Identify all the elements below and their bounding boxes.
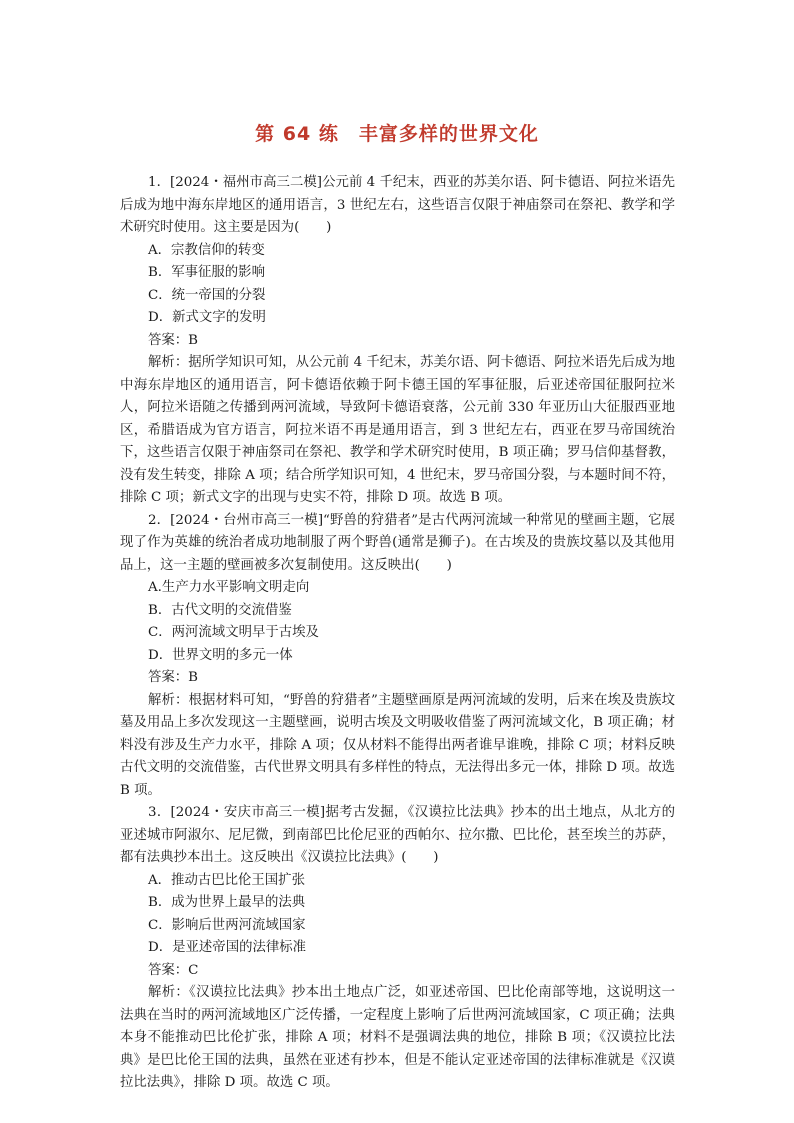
option-d: D．世界文明的多元一体 bbox=[148, 647, 293, 663]
question-stem: 3．[2024・安庆市高三一模]据考古发掘，《汉谟拉比法典》抄本的出土地点，从北方的亚述城市阿淑尔、尼尼微，到南部巴比伦尼亚的西帕尔、拉尔撒、巴比伦，甚至埃兰的苏萨，都有法典抄本出土。这反映出《汉谟拉比法典》( ) bbox=[120, 805, 675, 865]
analysis-text: 解析：《汉谟拉比法典》抄本出土地点广泛，如亚述帝国、巴比伦南部等地，这说明这一法典在当时的两河流域地区广泛传播，一定程度上影响了后世两河流域国家，C 项正确；法典本身不能推动巴比伦扩张，排除 A 项；材料不是强调法典的地位，排除 B 项；《汉谟拉比法典》是巴比伦王国的法典，虽然在亚述有抄本，但是不能认定亚述帝国的法律标准就是《汉谟拉比法典》，排除 D 项。故选 C 项。 bbox=[120, 985, 675, 1090]
analysis-text: 解析：根据材料可知，“野兽的狩猎者”主题壁画原是两河流域的发明，后来在埃及贵族坟墓及用品上多次发现这一主题壁画，说明古埃及文明吸收借鉴了两河流域文化，B 项正确；材料没有涉及生产力水平，排除 A 项；仅从材料不能得出两者谁早谁晚，排除 C 项；材料反映古代文明的交流借鉴，古代世界文明具有多样性的特点，无法得出多元一体，排除 D 项。故选 B 项。 bbox=[120, 692, 675, 798]
option-b: B．成为世界上最早的法典 bbox=[148, 895, 306, 910]
option-d: D．新式文字的发明 bbox=[148, 310, 266, 325]
option-b: B．军事征服的影响 bbox=[148, 265, 265, 280]
question-list bbox=[120, 172, 675, 1095]
option-c: C．影响后世两河流域国家 bbox=[148, 917, 306, 933]
question-stem: 1．[2024・福州市高三二模]公元前 4 千纪末，西亚的苏美尔语、阿卡德语、阿拉米语先后成为地中海东岸地区的通用语言，3 世纪左右，这些语言仅限于神庙祭司在祭祀、教学和学术研究时使用。这主要是因为( ) bbox=[120, 175, 675, 235]
analysis-text: 解析：据所学知识可知，从公元前 4 千纪末，苏美尔语、阿卡德语、阿拉米语先后成为地中海东岸地区的通用语言，阿卡德语依赖于阿卡德王国的军事征服，后亚述帝国征服阿拉米人，阿拉米语随之传播到两河流域，导致阿卡德语衰落，公元前 330 年亚历山大征服西亚地区，希腊语成为官方语言，阿拉米语不再是通用语言，到 3 世纪左右，西亚在罗马帝国统治下，这些语言仅限于神庙祭司在祭祀、教学和学术研究时使用，B 项正确；罗马信仰基督教，没有发生转变，排除 A 项；结合所学知识可知，4 世纪末，罗马帝国分裂，与本题时间不符，排除 C 项；新式文字的出现与史实不符，排除 D 项。故选 B 项。 bbox=[120, 355, 675, 505]
question-stem: 2．[2024・台州市高三一模]“野兽的狩猎者”是古代两河流域一种常见的壁画主题，它展现了作为英雄的统治者成功地制服了两个野兽(通常是狮子)。在古埃及的贵族坟墓以及其他用品上，这一主题的壁画被多次复制使用。这反映出( ) bbox=[120, 512, 675, 573]
answer-text: 答案：C bbox=[148, 962, 199, 978]
page-title: 第 64 练 丰富多样的世界文化 bbox=[255, 123, 539, 145]
option-c: C．统一帝国的分裂 bbox=[148, 287, 266, 303]
option-a: A．宗教信仰的转变 bbox=[148, 242, 265, 258]
option-a: A．推动古巴比伦王国扩张 bbox=[148, 872, 305, 888]
option-a: A.生产力水平影响文明走向 bbox=[148, 580, 310, 595]
answer-text: 答案：B bbox=[148, 670, 199, 685]
option-d: D．是亚述帝国的法律标准 bbox=[148, 940, 307, 955]
answer-text: 答案：B bbox=[148, 332, 199, 348]
option-c: C．两河流域文明早于古埃及 bbox=[148, 625, 319, 640]
question-1 bbox=[120, 172, 675, 510]
option-b: B．古代文明的交流借鉴 bbox=[148, 602, 292, 618]
question-3 bbox=[120, 802, 675, 1095]
question-2 bbox=[120, 510, 675, 803]
